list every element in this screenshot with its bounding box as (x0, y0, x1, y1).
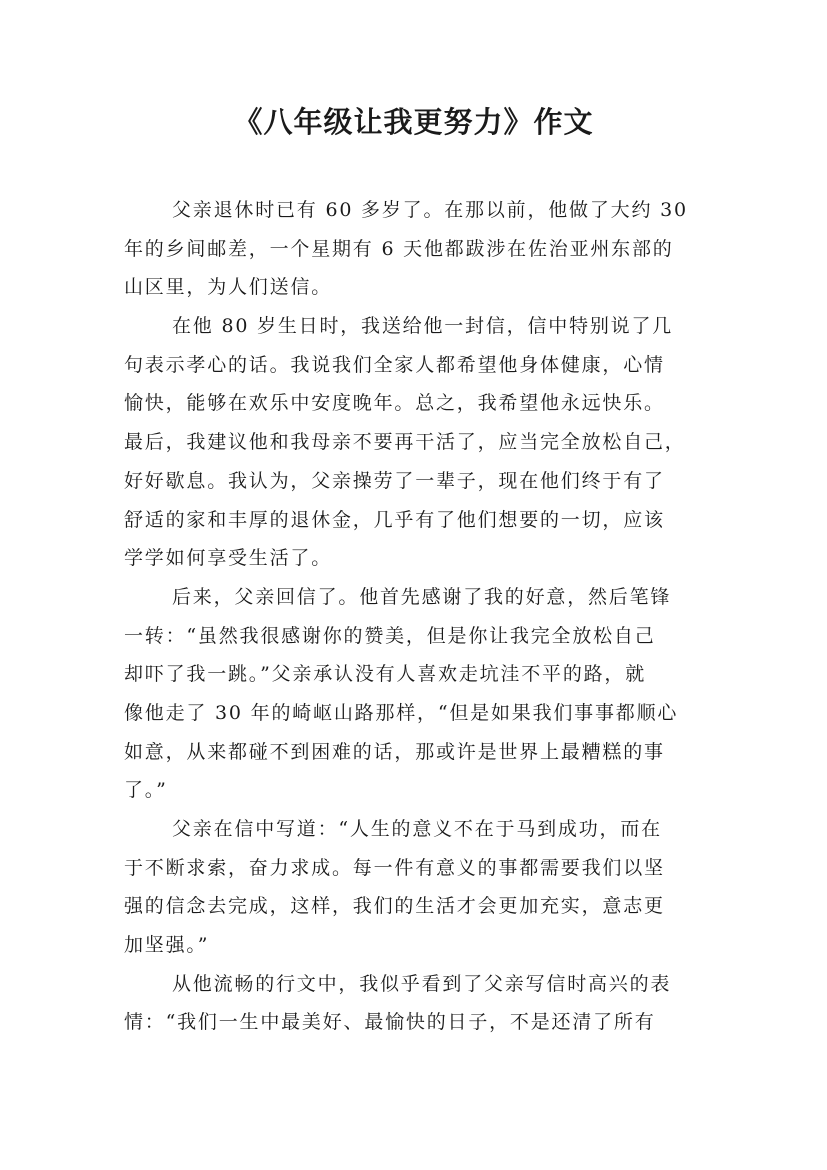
paragraph-line: 一转：“虽然我很感谢你的赞美，但是你让我完全放松自己 (124, 624, 656, 647)
paragraph-line: 父亲在信中写道：“人生的意义不在于马到成功，而在 (172, 818, 662, 840)
paragraph-line: 愉快，能够在欢乐中安度晚年。总之，我希望他永远快乐。 (124, 392, 665, 415)
paragraph-line: 年的乡间邮差，一个星期有 6 天他都跋涉在佐治亚州东部的 (124, 237, 674, 260)
paragraph-line: 于不断求索，奋力求成。每一件有意义的事都需要我们以坚 (124, 856, 665, 879)
paragraph-line: 像他走了 30 年的崎岖山路那样，“但是如果我们事事都顺心 (124, 701, 679, 724)
paragraph-line: 好好歇息。我认为，父亲操劳了一辈子，现在他们终于有了 (124, 469, 665, 492)
paragraph-line: 却吓了我一跳。”父亲承认没有人喜欢走坑洼不平的路，就 (124, 663, 647, 686)
paragraph-line: 加坚强。” (124, 934, 210, 957)
article-body (124, 191, 709, 1042)
paragraph-line: 父亲退休时已有 60 多岁了。在那以前，他做了大约 30 (172, 199, 688, 221)
paragraph-line: 在他 80 岁生日时，我送给他一封信，信中特别说了几 (172, 315, 674, 338)
paragraph-line: 句表示孝心的话。我说我们全家人都希望他身体健康，心情 (124, 353, 665, 376)
paragraph-line: 舒适的家和丰厚的退休金，几乎有了他们想要的一切，应该 (124, 508, 665, 531)
paragraph-line: 最后，我建议他和我母亲不要再干活了，应当完全放松自己， (124, 431, 686, 454)
paragraph-line: 强的信念去完成，这样，我们的生活才会更加充实，意志更 (124, 895, 665, 918)
paragraph-line: 从他流畅的行文中，我似乎看到了父亲写信时高兴的表 (172, 972, 672, 995)
page-title: 《八年级让我更努力》作文 (233, 105, 594, 139)
paragraph-line: 情：“我们一生中最美好、最愉快的日子，不是还清了所有 (124, 1011, 656, 1034)
paragraph-line: 后来，父亲回信了。他首先感谢了我的好意，然后笔锋 (172, 585, 672, 608)
paragraph-line: 学学如何享受生活了。 (124, 547, 333, 570)
paragraph-line: 了。” (124, 779, 168, 802)
paragraph-line: 如意，从来都碰不到困难的话，那或许是世界上最糟糕的事 (124, 740, 665, 763)
paragraph-line: 山区里，为人们送信。 (124, 276, 333, 299)
